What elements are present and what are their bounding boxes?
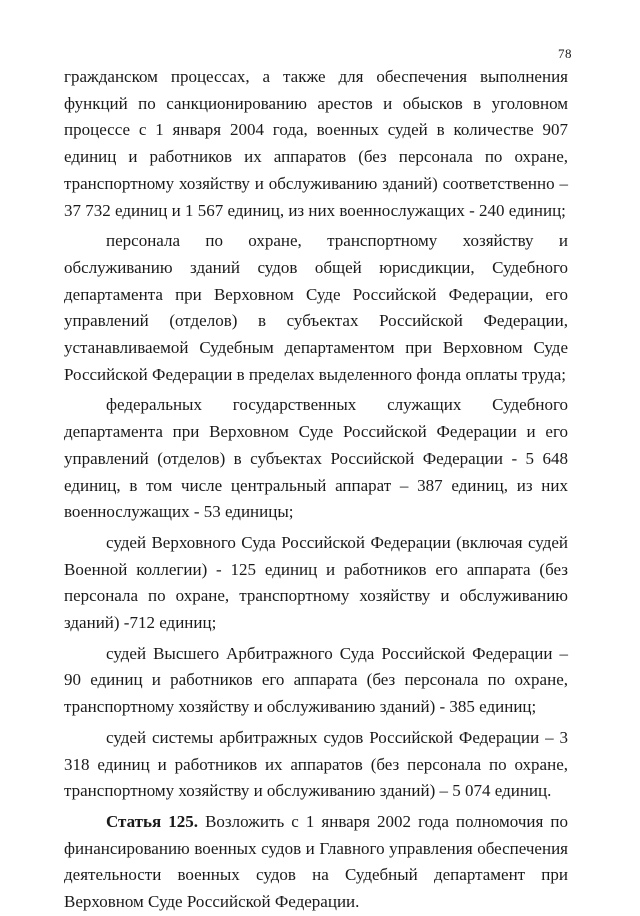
article-label: Статья 125. (106, 811, 199, 831)
paragraph-supreme-court-judges: судей Верховного Суда Российской Федерации (включая судей Военной коллегии) - 125 единиц и работников его аппарата (без персонала по охране, транспортному хозяйству и обслуживанию зданий) -712 единиц; (64, 532, 568, 633)
paragraph-civil-servants: федеральных государственных служащих Судебного департамента при Верховном Суде Российской Федерации и его управлений (отделов) в субъектах Российской Федерации - 5 648 единиц, в том числе центральный аппарат – 387 единиц, из них военнослужащих - 53 единицы; (64, 395, 568, 522)
page-number: 78 (558, 46, 572, 61)
document-body (64, 64, 568, 916)
article-text: Возложить с 1 января 2002 года полномочия по финансированию военных судов и Главного управления обеспечения деятельности военных судов на Судебный департамент при Верховном Суде Российской Федерации. (64, 811, 568, 912)
paragraph-continued: гражданском процессах, а также для обеспечения выполнения функций по санкционированию арестов и обысков в уголовном процессе с 1 января 2004 года, военных судей в количестве 907 единиц и работников их аппаратов (без персонала по охране, транспортному хозяйству и обслуживанию зданий) соответственно – 37 732 единиц и 1 567 единиц, из них военнослужащих - 240 единиц; (64, 67, 568, 220)
paragraph-arbitration-system-judges: судей системы арбитражных судов Российской Федерации – 3 318 единиц и работников их аппаратов (без персонала по охране, транспортному хозяйству и обслуживанию зданий) – 5 074 единиц. (64, 727, 568, 801)
paragraph-security-staff: персонала по охране, транспортному хозяйству и обслуживанию зданий судов общей юрисдикции, Судебного департамента при Верховном Суде Российской Федерации, его управлений (отделов) в субъектах Российской Федерации, устанавливаемой Судебным департаментом при Верховном Суде Российской Федерации в пределах выделенного фонда оплаты труда; (64, 231, 568, 384)
paragraph-arbitration-court-judges: судей Высшего Арбитражного Суда Российской Федерации – 90 единиц и работников его аппарата (без персонала по охране, транспортному хозяйству и обслуживанию зданий) - 385 единиц; (64, 643, 568, 717)
